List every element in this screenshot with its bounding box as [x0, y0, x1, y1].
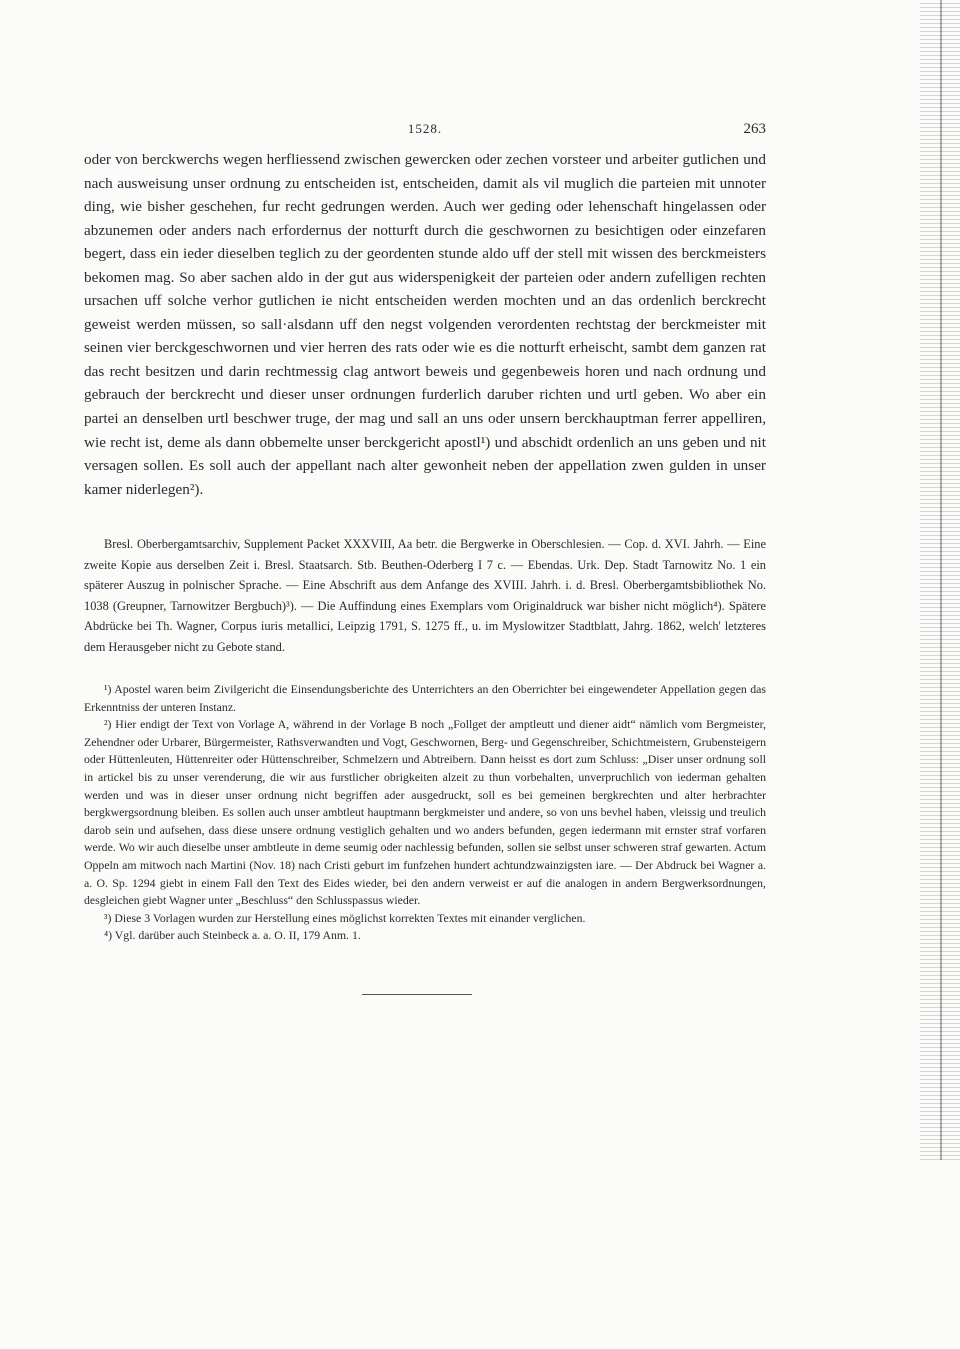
footnote-1: ¹) Apostel waren beim Zivilgericht die Einsendungsberichte des Unterrichters an den Oberrichter bei eingewendeter Appellation gegen das Erkenntniss der unteren Instanz.: [84, 682, 766, 714]
page-number: 263: [743, 121, 766, 137]
footnote-3: ³) Diese 3 Vorlagen wurden zur Herstellung eines möglichst korrekten Textes mit einander verglichen.: [104, 910, 586, 925]
source-note: [84, 534, 766, 657]
scan-edge-line: [940, 0, 942, 1160]
footnote-2: ²) Hier endigt der Text von Vorlage A, während in der Vorlage B noch „Follget der amptleutt und diener aidt“ nämlich vom Bergmeister, Zehendner oder Urbarer, Bürgermeister, Rathsverwandten und Vogt, Geschwornen, Berg- und Gegenschreiber, Schichtmeistern, Grubensteigern oder Hüttenleuten, Hüttenreiter oder Hüttenschreiber, Schmelzern und Abtreibern. Dann heisst es dort zum Schluss: „Diser unser ordnung soll in artickel bis zu unser verenderung, die wir aus furstlicher obrigkeiten alzeit zu thun vorbehalten, unverpruchlich von iederman gehalten werden und was in dieser unser ordnung nicht begriffen ader ausgedruckt, soll es bei gemeinen bergkrechten und alter herbrachter bergkwergsordnung bleiben. Es sollen auch unser ambtleut hauptmann bergkmeister und andere, so von uns bevhel haben, vleissig und treulich darob sein und aufsehen, dass diese unsere ordnung vestiglich gehalten und wo anders befunden, gegen iedermann mit ernster straf vorfaren werde. Wo wir auch dieselbe unser ambtleute in deme seumig oder nachlessig befunden, sollen sie selbst unser schweren straf gewarten. Actum Oppeln am mitwoch nach Martini (Nov. 18) nach Cristi geburt im funfzehen hundert achtundzwainzigsten iare. — Der Abdruck bei Wagner a. a. O. Sp. 1294 giebt in einem Fall den Text des Eides wieder, bei den andern verweist er auf die analogen in andern Bergwerksordnungen, desgleichen giebt Wagner unter „Beschluss“ den Schlusspassus wieder.: [84, 717, 766, 908]
header-year: 1528.: [407, 121, 443, 136]
main-paragraph: oder von berckwerchs wegen herfliessend zwischen gewercken oder zechen vorsteer und arbeiter gutlichen und nach ausweisung unser ordnung zu entscheiden ist, entscheiden, damit als vil muglich die parteien mit unnoter ding, wie bisher geschehen, fur recht gedrungen werden. Auch wer geding oder lehenschaft hingelassen oder abzunemen oder anders nach erfordernus der notturft durch die geschwornen zu besichtigen oder einzefaren begert, dass ein ieder dieselben teglich zu der geordenten stunde aldo uff der stell mit wissen des berckmeisters bekomen mag. So aber sachen aldo in der gut aus widerspenigkeit der parteien oder andern zufelligen rechten ursachen uff solche verhor gutlichen ie nicht entscheiden werden mochten und an das ordenlich berckrecht geweist werden müssen, so sall·alsdann uff den negst volgenden verordenten rechtstag der berckmeister mit seinen vier berckgeschwornen und vier herren des rats oder wie es die notturft erheischt, sambt dem ganzen rat das recht besitzen und darin rechtmessig clag antwort beweis und gegenbeweis horen und nach ordnung und gebrauch der berckrecht und dieser unser ordnungen furderlich daruber richten und urtl geben. Wo aber ein partei an denselben urtl beschwer truge, der mag und sall an uns oder unsern berckhauptman ferrer appelliren, wie recht ist, deme als dann obbemelte unser berckgericht apostl¹) und abschidt ordenlich an uns geben und nit versagen sollen. Es soll auch der appellant nach alter gewonheit neben der appellation zwen gulden in unser kamer niderlegen²).: [84, 151, 766, 498]
main-text: [84, 148, 766, 501]
closing-rule: [362, 994, 472, 995]
page-header: [84, 121, 766, 141]
source-paragraph: Bresl. Oberbergamtsarchiv, Supplement Packet XXXVIII, Aa betr. die Bergwerke in Oberschlesien. — Cop. d. XVI. Jahrh. — Eine zweite Kopie aus derselben Zeit i. Bresl. Staatsarch. Stb. Beuthen-Oderberg I 7 c. — Ebendas. Urk. Dep. Stadt Tarnowitz No. 1 ein späterer Auszug in polnischer Sprache. — Eine Abschrift aus dem Anfange des XVIII. Jahrh. i. d. Bresl. Oberbergamtsbibliothek No. 1038 (Greupner, Tarnowitzer Bergbuch)³). — Die Auffindung eines Exemplars vom Originaldruck war bisher nicht möglich⁴). Spätere Abdrücke bei Th. Wagner, Corpus iuris metallici, Leipzig 1791, S. 1275 ff., u. im Myslowitzer Stadtblatt, Jahrg. 1862, welch' letzteres dem Herausgeber nicht zu Gebote stand.: [84, 537, 766, 654]
footnote-4: ⁴) Vgl. darüber auch Steinbeck a. a. O. II, 179 Anm. 1.: [104, 928, 361, 943]
footnotes: [84, 681, 766, 945]
